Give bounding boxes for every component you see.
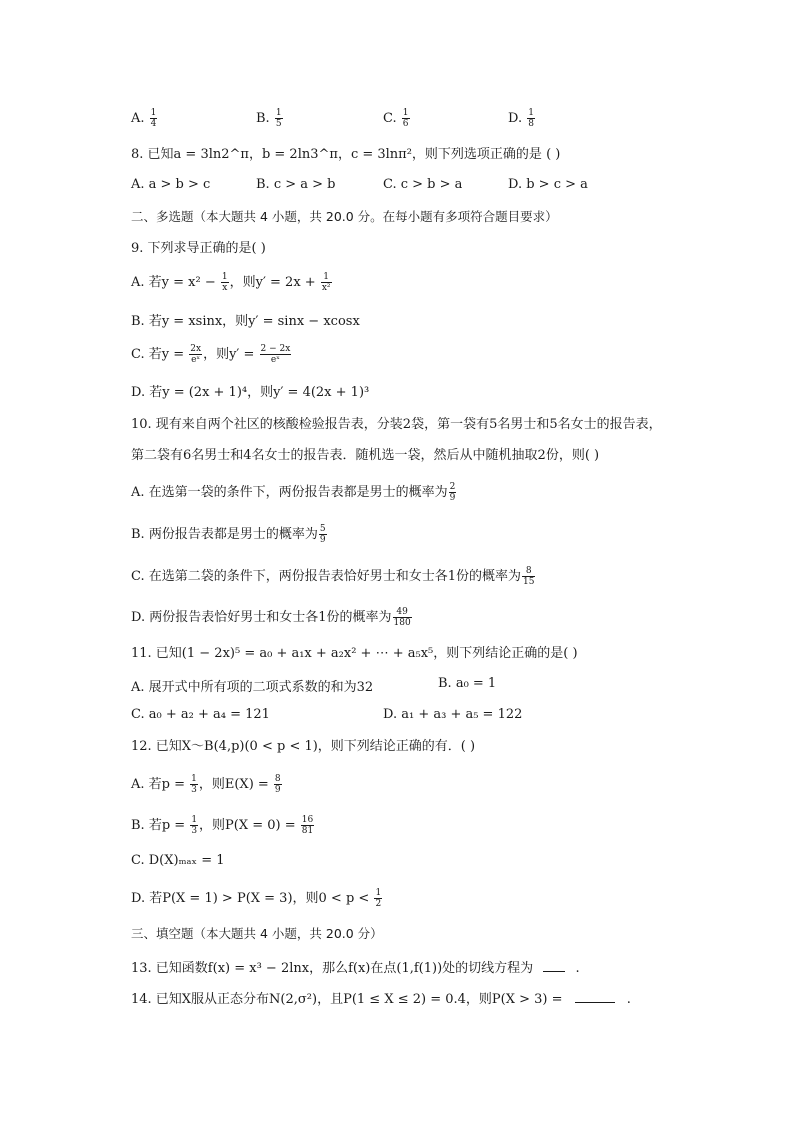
q10-option-a: A. 在选第一袋的条件下，两份报告表都是男士的概率为 $\frac{2}{9}$ bbox=[131, 482, 456, 503]
fraction: $\frac{1}{5}$ bbox=[275, 108, 282, 129]
q10-stem-line2: 第二袋有6名男士和4名女士的报告表．随机选一袋，然后从中随机抽取2份，则( ) bbox=[131, 448, 600, 463]
q7-option-a bbox=[131, 108, 158, 129]
q11-option-a: A. 展开式中所有项的二项式系数的和为32 bbox=[131, 680, 374, 695]
q9-stem: 9. 下列求导正确的是( ) bbox=[131, 241, 266, 256]
q14-stem: 14. 已知X服从正态分布N(2,σ²)，且P(1 ≤ X ≤ 2) = 0.4，则P(X > 3) = . bbox=[131, 988, 754, 1009]
q7-option-b bbox=[256, 108, 284, 129]
fraction: $\frac{1}{\text{x²}}$ bbox=[321, 272, 331, 293]
q10-option-c: C. 在选第二袋的条件下，两份报告表恰好男士和女士各1份的概率为 $\frac{8}{15}$ bbox=[131, 566, 535, 587]
fraction: $\frac{2x}{\text{eˣ}}$ bbox=[190, 344, 202, 365]
q12-option-b: B. 若p = $\frac{1}{3}$ ，则P(X = 0) = $\frac{16}{81}$ bbox=[131, 815, 314, 836]
q12-option-d: D. 若P(X = 1) > P(X = 3)，则0 < p < $\frac{1}{2}$ bbox=[131, 888, 382, 909]
q8-option-b: B. c > a > b bbox=[256, 177, 336, 192]
q12-stem: 12. 已知X～B(4,p)(0 < p < 1)，则下列结论正确的有．( ) bbox=[131, 739, 476, 754]
fraction: $\frac{1}{4}$ bbox=[150, 108, 157, 129]
fraction: $\frac{5}{9}$ bbox=[319, 524, 326, 545]
fraction: $\frac{49}{180}$ bbox=[393, 607, 411, 628]
q8-stem: 8. 已知a = 3ln2^π，b = 2ln3^π，c = 3lnπ²，则下列选项正确的是 ( ) bbox=[131, 147, 561, 162]
q10-option-d: D. 两份报告表恰好男士和女士各1份的概率为 $\frac{49}{180}$ bbox=[131, 607, 411, 628]
fraction: $\frac{8}{9}$ bbox=[274, 774, 281, 795]
q10-stem-line1: 10. 现有来自两个社区的核酸检验报告表，分装2袋，第一袋有5名男士和5名女士的报告表， bbox=[131, 417, 662, 432]
q7-option-d bbox=[508, 108, 536, 129]
q9-option-c: C. 若y = $\frac{2x}{\text{eˣ}}$ ，则y′ = $\frac{2 - 2x}{\text{eˣ}}$ bbox=[131, 344, 291, 365]
q12-option-c: C. D(X)ₘₐₓ = 1 bbox=[131, 853, 225, 868]
fraction: $\frac{1}{6}$ bbox=[402, 108, 409, 129]
q8-option-a: A. a > b > c bbox=[131, 177, 211, 192]
q9-option-a: A. 若y = x² − $\frac{1}{x}$ ，则y′ = 2x + $\frac{1}{\text{x²}}$ bbox=[131, 272, 331, 293]
fraction: $\frac{16}{81}$ bbox=[301, 815, 314, 836]
answer-blank[interactable] bbox=[575, 988, 615, 1003]
answer-blank[interactable] bbox=[543, 957, 565, 972]
fraction: $\frac{8}{15}$ bbox=[523, 566, 535, 587]
option-label: C. bbox=[383, 111, 397, 126]
q11-option-b: B. a₀ = 1 bbox=[438, 676, 497, 691]
q12-option-a: A. 若p = $\frac{1}{3}$ ，则E(X) = $\frac{8}{9}$ bbox=[131, 774, 281, 795]
q11-option-d: D. a₁ + a₃ + a₅ = 122 bbox=[383, 707, 523, 722]
q9-option-d: D. 若y = (2x + 1)⁴，则y′ = 4(2x + 1)³ bbox=[131, 385, 370, 400]
fraction: $\frac{1}{8}$ bbox=[528, 108, 534, 129]
option-label: D. bbox=[508, 111, 523, 126]
q8-option-d: D. b > c > a bbox=[508, 177, 588, 192]
q7-option-c bbox=[383, 108, 411, 129]
fraction: $\frac{1}{3}$ bbox=[191, 774, 197, 795]
fraction: $\frac{1}{3}$ bbox=[191, 815, 198, 836]
q8-option-c: C. c > b > a bbox=[383, 177, 463, 192]
q13-stem: 13. 已知函数f(x) = x³ − 2lnx，那么f(x)在点(1,f(1))处的切线方程为 . bbox=[131, 957, 754, 978]
fraction: $\frac{1}{x}$ bbox=[221, 272, 228, 293]
option-label: B. bbox=[256, 111, 270, 126]
q10-option-b: B. 两份报告表都是男士的概率为 $\frac{5}{9}$ bbox=[131, 524, 326, 545]
fraction: $\frac{2}{9}$ bbox=[449, 482, 456, 503]
q11-option-c: C. a₀ + a₂ + a₄ = 121 bbox=[131, 707, 270, 722]
fraction: $\frac{2 - 2x}{\text{eˣ}}$ bbox=[260, 344, 291, 365]
section-title-multiple-choice: 二、多选题（本大题共 4 小题，共 20.0 分。在每小题有多项符合题目要求） bbox=[131, 209, 558, 224]
fraction: $\frac{1}{2}$ bbox=[375, 888, 382, 909]
q9-option-b: B. 若y = xsinx，则y′ = sinx − xcosx bbox=[131, 314, 360, 329]
q11-stem: 11. 已知(1 − 2x)⁵ = a₀ + a₁x + a₂x² + ⋯ + a₅x⁵，则下列结论正确的是( ) bbox=[131, 646, 578, 661]
section-title-fill-in: 三、填空题（本大题共 4 小题，共 20.0 分） bbox=[131, 926, 383, 941]
option-label: A. bbox=[131, 111, 145, 126]
